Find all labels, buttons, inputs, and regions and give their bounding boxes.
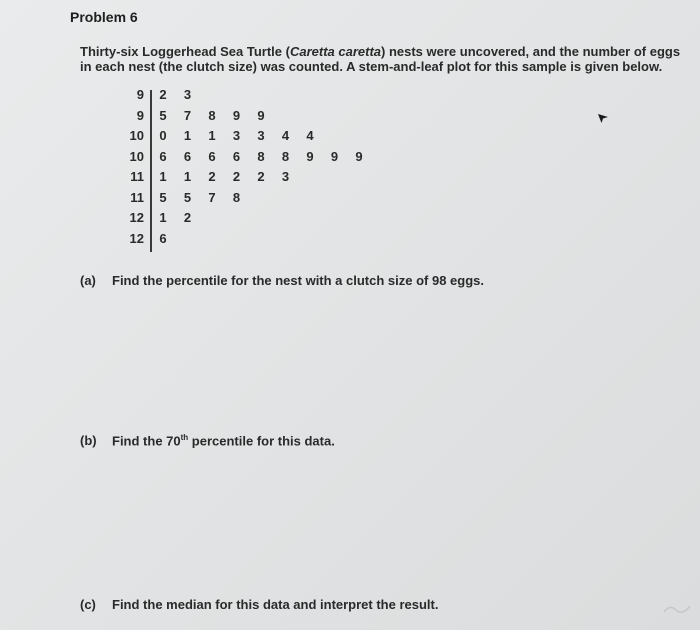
leaf-value: 6 xyxy=(159,230,167,246)
leaf-value: 5 xyxy=(183,189,192,205)
leaf-value: 1 xyxy=(183,128,192,143)
leaf-value: 3 xyxy=(281,169,290,184)
problem-prompt xyxy=(80,44,690,74)
stem-value: 9 xyxy=(136,87,144,102)
leaf-value: 9 xyxy=(355,148,363,164)
question-text: Find the median for this data and interpret the result. xyxy=(112,597,439,612)
watermark-icon xyxy=(662,602,692,614)
leaf-value: 1 xyxy=(183,169,192,184)
stem-value: 10 xyxy=(129,128,144,143)
leaf-value: 8 xyxy=(208,107,216,123)
stem-value: 11 xyxy=(130,189,144,205)
leaf-value: 5 xyxy=(159,107,167,123)
leaf-value: 3 xyxy=(232,128,241,143)
stem-value: 12 xyxy=(129,210,144,225)
leaf-value: 5 xyxy=(159,189,167,205)
leaf-value: 8 xyxy=(257,148,265,164)
leaf-value: 8 xyxy=(281,148,290,164)
leaf-value: 4 xyxy=(281,128,290,143)
leaf-value: 6 xyxy=(208,148,216,164)
leaf-value: 1 xyxy=(208,128,216,143)
leaf-value: 2 xyxy=(159,87,167,102)
question-text: percentile for this data. xyxy=(188,433,335,449)
prompt-line-1 xyxy=(80,44,690,59)
prompt-text: ) nests were uncovered, and the number of eggs xyxy=(381,44,681,59)
question-b xyxy=(80,433,335,448)
leaf-value: 2 xyxy=(208,169,216,184)
problem-title: Problem 6 xyxy=(70,9,138,25)
leaf-value: 0 xyxy=(159,128,167,143)
question-text: Find the 70 xyxy=(112,433,181,449)
leaf-value: 2 xyxy=(257,169,265,184)
leaf-value: 6 xyxy=(232,148,241,164)
question-c xyxy=(80,597,438,612)
leaf-value: 9 xyxy=(330,148,339,164)
species-name: Caretta caretta xyxy=(289,44,382,59)
leaf-value: 1 xyxy=(159,169,167,184)
question-a xyxy=(80,273,484,288)
prompt-line-2: in each nest (the clutch size) was counted. A stem-and-leaf plot for this sample is given below. xyxy=(80,59,663,74)
stem-leaf-divider xyxy=(150,90,152,252)
leaf-value: 4 xyxy=(306,128,314,143)
leaf-value: 9 xyxy=(306,148,314,164)
prompt-text: Thirty-six Loggerhead Sea Turtle ( xyxy=(80,44,290,59)
question-letter: (a) xyxy=(80,273,96,288)
leaf-value: 6 xyxy=(159,148,167,164)
question-letter: (b) xyxy=(80,433,97,449)
stem-value: 11 xyxy=(130,169,144,184)
question-text: Find the percentile for the nest with a clutch size of 98 eggs. xyxy=(112,273,485,288)
leaf-value: 2 xyxy=(183,210,192,225)
leaf-value: 7 xyxy=(208,189,216,205)
leaf-value: 6 xyxy=(183,148,192,164)
stem-value: 10 xyxy=(129,148,144,164)
leaf-value: 3 xyxy=(183,87,192,102)
ordinal-suffix: th xyxy=(180,433,189,442)
stem-value: 12 xyxy=(129,230,144,246)
leaf-value: 9 xyxy=(232,107,241,123)
stem-and-leaf-plot xyxy=(120,87,420,252)
leaf-value: 7 xyxy=(183,107,192,123)
question-letter: (c) xyxy=(80,597,96,612)
pointer-cursor-icon xyxy=(596,111,610,125)
leaf-value: 9 xyxy=(257,107,265,123)
leaf-value: 8 xyxy=(232,189,241,205)
leaf-value: 2 xyxy=(232,169,241,184)
leaf-value: 3 xyxy=(257,128,265,143)
stem-value: 9 xyxy=(136,107,144,123)
leaf-value: 1 xyxy=(159,210,167,225)
